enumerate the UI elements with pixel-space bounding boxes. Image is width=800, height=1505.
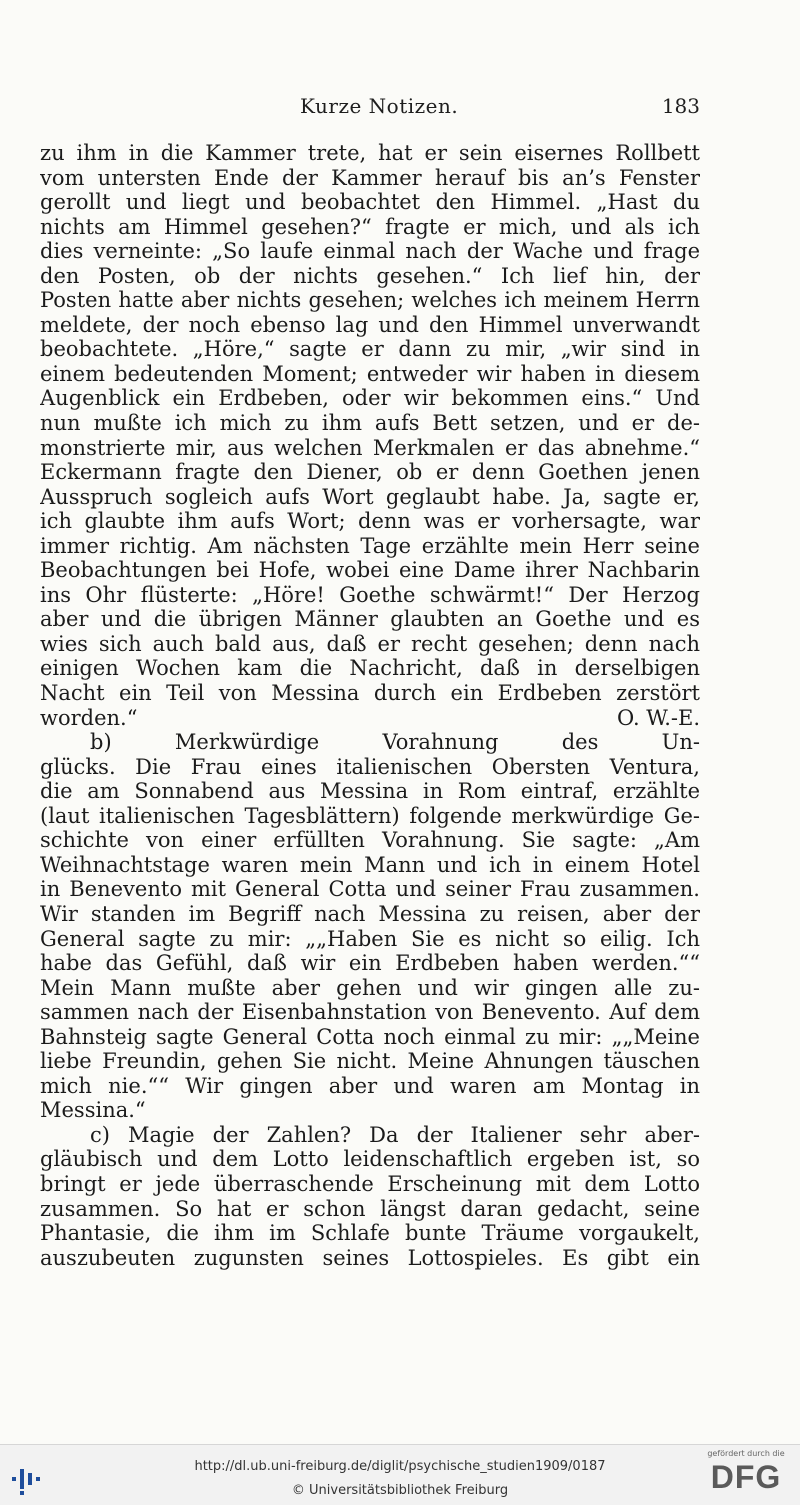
text-line: einigen Wochen kam die Nachricht, daß in derselbigen: [40, 656, 700, 681]
dfg-logo: [702, 1449, 790, 1503]
text-line: einem bedeutenden Moment; entweder wir haben in diesem: [40, 361, 700, 386]
body-text: [40, 141, 700, 1270]
text-line: Posten hatte aber nichts gesehen; welches ich meinem Herrn: [40, 288, 700, 313]
text-line: dies verneinte: „So laufe einmal nach der Wache und frage: [40, 239, 700, 264]
text-line: auszubeuten zugunsten seines Lottospieles. Es gibt ein: [40, 1245, 700, 1270]
text-line: liebe Freundin, gehen Sie nicht. Meine Ahnungen täuschen: [40, 1049, 700, 1074]
copyright-notice: © Universitätsbibliothek Freiburg: [291, 1483, 509, 1498]
text-line: nun mußte ich mich zu ihm aufs Bett setzen, und er de-: [40, 411, 700, 436]
dfg-mark: DFG: [710, 1459, 782, 1495]
author-signature: O. W.-E.: [616, 705, 700, 730]
text-line: den Posten, ob der nichts gesehen.“ Ich lief hin, der: [40, 263, 700, 288]
section-c-heading: c) Magie der Zahlen? Da der Italiener sehr aber-: [90, 1122, 700, 1147]
text-line: Phantasie, die ihm im Schlafe bunte Träume vorgaukelt,: [40, 1221, 700, 1246]
text-line: glücks. Die Frau eines italienischen Obersten Ventura,: [40, 754, 700, 779]
text-line: gläubisch und dem Lotto leidenschaftlich ergeben ist, so: [40, 1147, 700, 1172]
text-line: Wir standen im Begriff nach Messina zu reisen, aber der: [40, 901, 700, 926]
running-head-title: Kurze Notizen.: [300, 94, 459, 118]
text-line: aber und die übrigen Männer glaubten an Goethe und es: [40, 607, 700, 632]
dfg-tagline: gefördert durch die: [707, 1449, 785, 1458]
text-line: schichte von einer erfüllten Vorahnung. Sie sagte: „Am: [40, 828, 700, 853]
text-line: habe das Gefühl, daß wir ein Erdbeben haben werden.““: [40, 951, 700, 976]
text-line: Weihnachtstage waren mein Mann und ich in einem Hotel: [40, 852, 700, 877]
footer-bar: [0, 1444, 800, 1505]
text-line: (laut italienischen Tagesblättern) folgende merkwürdige Ge-: [40, 803, 700, 828]
text-line: Mein Mann mußte aber gehen und wir gingen alle zu-: [40, 975, 700, 1000]
text-line: ich glaubte ihm aufs Wort; denn was er vorhersagte, war: [40, 509, 700, 534]
text-line: bringt er jede überraschende Erscheinung mit dem Lotto: [40, 1171, 700, 1196]
permalink-url[interactable]: http://dl.ub.uni-freiburg.de/diglit/psychische_studien1909/0187: [194, 1459, 606, 1474]
text-line: wies sich auch bald aus, daß er recht gesehen; denn nach: [40, 631, 700, 656]
section-b-heading: b) Merkwürdige Vorahnung des Un-: [90, 730, 700, 755]
text-line: nichts am Himmel gesehen?“ fragte er mich, und als ich: [40, 214, 700, 239]
text-line: vom untersten Ende der Kammer herauf bis an’s Fenster: [40, 165, 700, 190]
page-number: 183: [661, 94, 700, 118]
running-head: [300, 94, 700, 120]
text-line: Eckermann fragte den Diener, ob er denn Goethen jenen: [40, 460, 700, 485]
closing-text: worden.“: [40, 705, 138, 730]
text-line: ins Ohr flüsterte: „Höre! Goethe schwärmt!“ Der Herzog: [40, 582, 700, 607]
text-line: sammen nach der Eisenbahnstation von Benevento. Auf dem: [40, 1000, 700, 1025]
closing-line: [40, 706, 700, 731]
text-line: zu ihm in die Kammer trete, hat er sein eisernes Rollbett: [40, 141, 700, 165]
text-line: in Benevento mit General Cotta und seiner Frau zusammen.: [40, 877, 700, 902]
text-line: mich nie.““ Wir gingen aber und waren am Montag in: [40, 1073, 700, 1098]
text-line: zusammen. So hat er schon längst daran gedacht, seine: [40, 1196, 700, 1221]
text-line: Bahnsteig sagte General Cotta noch einmal zu mir: „„Meine: [40, 1024, 700, 1049]
text-line: Ausspruch sogleich aufs Wort geglaubt habe. Ja, sagte er,: [40, 484, 700, 509]
text-line: meldete, der noch ebenso lag und den Himmel unverwandt: [40, 312, 700, 337]
text-line: gerollt und liegt und beobachtet den Himmel. „Hast du: [40, 190, 700, 215]
text-line: Nacht ein Teil von Messina durch ein Erdbeben zerstört: [40, 681, 700, 706]
text-line: Augenblick ein Erdbeben, oder wir bekommen eins.“ Und: [40, 386, 700, 411]
text-line: die am Sonnabend aus Messina in Rom eintraf, erzählte: [40, 779, 700, 804]
text-line: monstrierte mir, aus welchen Merkmalen er das abnehme.“: [40, 435, 700, 460]
text-line: Beobachtungen bei Hofe, wobei eine Dame ihrer Nachbarin: [40, 558, 700, 583]
text-line: immer richtig. Am nächsten Tage erzählte mein Herr seine: [40, 533, 700, 558]
text-line: beobachtete. „Höre,“ sagte er dann zu mir, „wir sind in: [40, 337, 700, 362]
text-line: Messina.“: [40, 1098, 146, 1123]
text-line: General sagte zu mir: „„Haben Sie es nicht so eilig. Ich: [40, 926, 700, 951]
